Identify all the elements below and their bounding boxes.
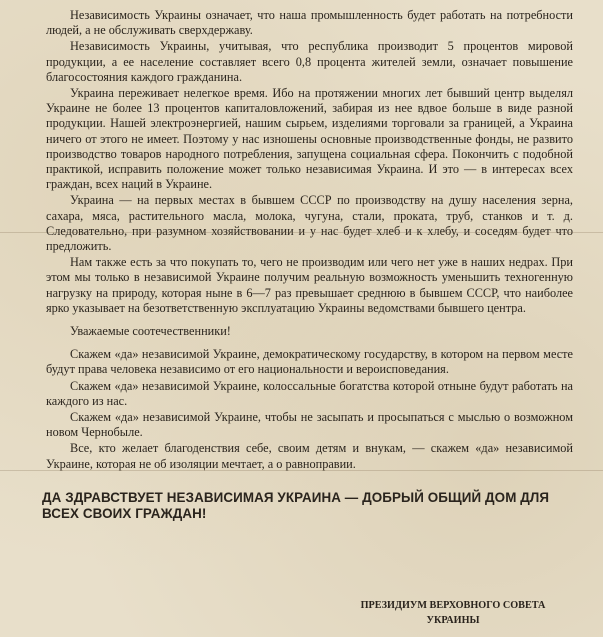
paragraph: Украина переживает нелегкое время. Ибо на протяжении многих лет бывший центр выделял Украине не более 13 процентов капиталовложений, забирая из нее вдвое больше в виде разной продукции. Нашей электроэнергией, нашим сырьем, изделиями торговали за границей, а Украина ничего от этого не имеет. Поэтому у нас изношены основные производственные фонды, не развито производство товаров народного потребления, запущена социальная сфера. Покончить с подобной практикой, исправить положение может только независимая Украина. И это — в интересах всех граждан, всех наций в Украине. xyxy=(46,86,573,192)
paragraph: Украина — на первых местах в бывшем СССР по производству на душу населения зерна, сахара, мяса, растительного масла, молока, чугуна, стали, проката, труб, станков и т. д. Следовательно, при разумном хозяйствовании и у нас будет хлеб и к хлебу, и соседям будет что предложить. xyxy=(46,193,573,254)
call-paragraph: Скажем «да» независимой Украине, чтобы не засыпать и просыпаться с мыслью о возможном новом Чернобыле. xyxy=(46,410,573,440)
signature-line-1: ПРЕЗИДИУМ ВЕРХОВНОГО СОВЕТА xyxy=(360,600,546,611)
paper-fold xyxy=(0,470,603,471)
paragraph: Независимость Украины означает, что наша промышленность будет работать на потребности людей, а не обслуживать сверхдержаву. xyxy=(46,8,573,38)
address-line: Уважаемые соотечественники! xyxy=(70,324,231,339)
signature-line-2: УКРАИНЫ xyxy=(426,615,480,626)
paragraph: Независимость Украины, учитывая, что республика производит 5 процентов мировой продукции, а ее население составляет всего 0,8 процента жителей земли, означает повышение благосостояния каждого гражданина. xyxy=(46,39,573,84)
call-paragraph: Скажем «да» независимой Украине, демократическому государству, в котором на первом месте будут права человека независимо от его национальности и вероисповедания. xyxy=(46,347,573,377)
call-paragraph: Скажем «да» независимой Украине, колоссальные богатства которой отныне будут работать на каждого из нас. xyxy=(46,378,573,408)
call-paragraph: Все, кто желает благоденствия себе, своим детям и внукам, — скажем «да» независимой Украине, которая не об изоляции мечтает, а о равноправии. xyxy=(46,441,573,471)
paper-fold xyxy=(0,232,603,233)
paragraph: Нам также есть за что покупать то, чего не производим или чего нет уже в наших недрах. При этом мы только в независимой Украине получим реальную возможность уменьшить техногенную нагрузку на природу, которая ныне в 6—7 раз превышает среднюю в бывшем СССР, что наиболее ярко указывает на безответственную эксплуатацию Украины ведомствами бывшего центра. xyxy=(46,255,573,315)
signature-block xyxy=(343,598,563,628)
slogan-heading: ДА ЗДРАВСТВУЕТ НЕЗАВИСИМАЯ УКРАИНА — ДОБРЫЙ ОБЩИЙ ДОМ ДЛЯ ВСЕХ СВОИХ ГРАЖДАН! xyxy=(42,489,550,521)
